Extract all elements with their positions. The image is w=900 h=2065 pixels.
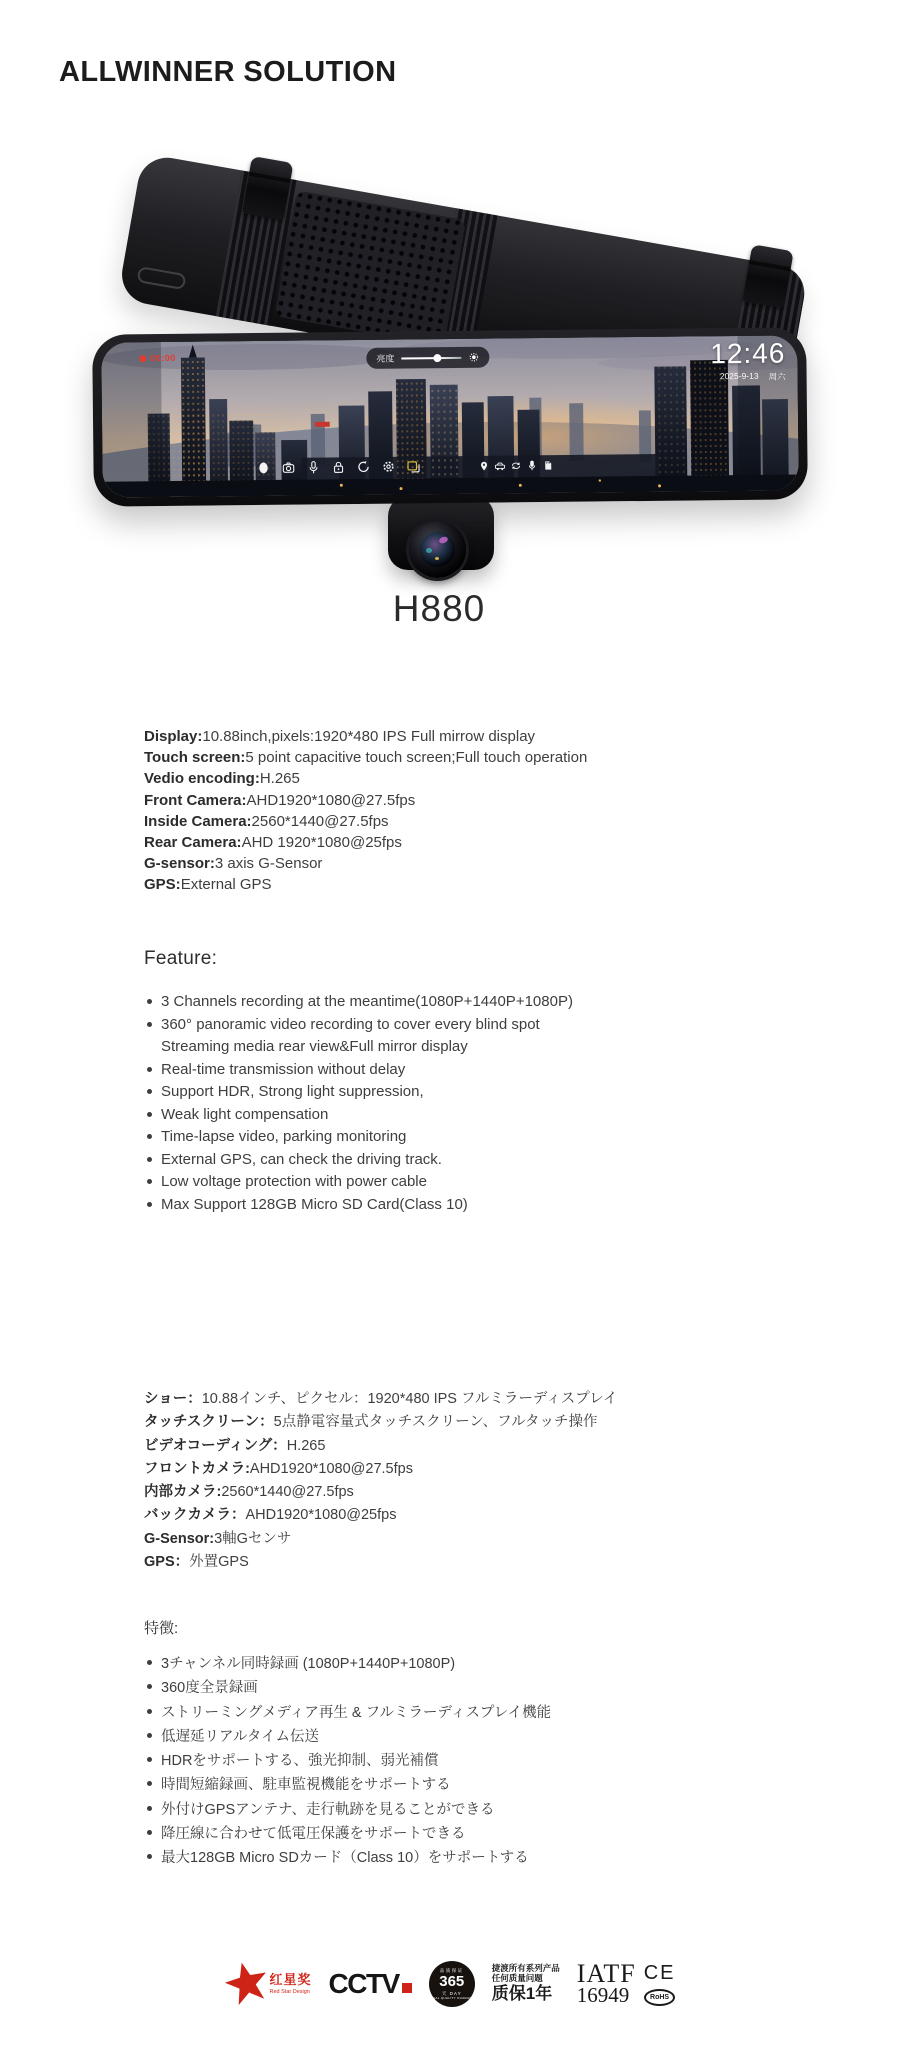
loop-recording-icon — [510, 460, 521, 471]
sun-icon — [468, 352, 479, 363]
spec-value: 2560*1440@27.5fps — [251, 812, 389, 830]
camera-lens — [409, 521, 466, 578]
record-icon[interactable] — [256, 461, 270, 475]
spec-label: Vedio encoding: — [144, 770, 260, 788]
feature-item: 360° panoramic video recording to cover every blind spot — [147, 1014, 573, 1037]
spec-label: GPS: — [144, 876, 181, 894]
spec-value: 10.88インチ、ピクセル：1920*480 IPS フルミラーディスプレイ — [201, 1391, 618, 1407]
spec-label: Inside Camera: — [144, 812, 252, 830]
spec-row — [144, 853, 587, 874]
spec-row — [144, 1504, 617, 1527]
rohs-mark: RoHS — [644, 1989, 675, 2006]
spec-label: Touch screen: — [144, 749, 246, 767]
brightness-track[interactable] — [401, 356, 461, 359]
spec-row — [144, 1458, 617, 1481]
screen-clock — [710, 338, 786, 383]
red-star-icon — [220, 1957, 273, 2010]
spec-label: ショー： — [144, 1391, 202, 1407]
recording-indicator — [139, 353, 176, 363]
rear-camera-car-icon — [494, 460, 505, 471]
feature-list-en — [147, 991, 573, 1216]
warranty-text: 捷渡所有系列产品 任何质量问题 质保1年 — [491, 1963, 560, 2004]
spec-value: H.265 — [286, 1437, 326, 1454]
screen-statusbar — [478, 460, 553, 472]
spec-label: 内部カメラ: — [144, 1484, 222, 1501]
microphone-icon[interactable] — [306, 460, 320, 474]
feature-item: External GPS, can check the driving track. — [147, 1149, 573, 1172]
sd-card-icon — [542, 460, 553, 471]
spec-row — [144, 1528, 617, 1551]
mirror-front-view — [92, 327, 808, 506]
spec-label: ビデオコーディング： — [144, 1437, 287, 1454]
specs-japanese — [144, 1388, 617, 1574]
photo-icon[interactable] — [281, 461, 295, 475]
screen-toolbar — [256, 459, 420, 475]
model-name: H880 — [392, 588, 486, 629]
feature-item: Support HDR, Strong light suppression, — [147, 1081, 573, 1104]
spec-row — [144, 790, 587, 811]
spec-value: External GPS — [180, 876, 272, 894]
lens-glint — [426, 548, 432, 553]
spec-value: 5 point capacitive touch screen;Full touch operation — [245, 749, 588, 767]
feature-item: 降圧線に合わせて低電圧保護をサポートできる — [147, 1822, 551, 1846]
bullet-icon — [147, 1134, 152, 1139]
spec-row — [144, 1551, 617, 1574]
bullet-icon — [147, 1830, 152, 1835]
spec-label: バックカメラ： — [144, 1507, 246, 1524]
feature-heading-jp: 特徴: — [144, 1620, 179, 1637]
feature-item: Time-lapse video, parking monitoring — [147, 1126, 573, 1149]
bullet-icon — [147, 1854, 152, 1859]
spec-row — [144, 1388, 617, 1411]
page-title: ALLWINNER SOLUTION — [59, 56, 397, 88]
bullet-icon — [147, 1757, 152, 1762]
spec-label: GPS： — [144, 1554, 190, 1571]
ce-mark: CE — [643, 1962, 676, 1984]
feature-item: 最大128GB Micro SDカード（Class 10）をサポートする — [147, 1846, 551, 1870]
feature-item: 3チャンネル同時録画 (1080P+1440P+1080P) — [147, 1652, 551, 1676]
spec-row — [144, 874, 587, 895]
settings-gear-icon[interactable] — [381, 460, 395, 474]
recording-timer: 00:00 — [150, 352, 176, 364]
bullet-icon — [147, 1202, 152, 1207]
feature-item: Low voltage protection with power cable — [147, 1171, 573, 1194]
bullet-icon — [147, 999, 152, 1004]
bullet-icon — [147, 1806, 152, 1811]
cctv-logo: CCTV — [329, 1968, 412, 2000]
spec-value: 2560*1440@27.5fps — [221, 1484, 354, 1501]
cctv-red-dot-icon — [402, 1983, 412, 1993]
mirror-screen — [101, 335, 799, 497]
clock-date: 2025-9-13 — [719, 370, 759, 382]
bullet-icon — [147, 1179, 152, 1184]
clock-weekday: 周六 — [768, 371, 786, 382]
certification-footer — [0, 1953, 900, 2015]
spec-value: 10.88inch,pixels:1920*480 IPS Full mirrow display — [202, 728, 536, 745]
gps-pin-icon — [478, 461, 489, 472]
spec-label: Rear Camera: — [144, 834, 242, 852]
spec-label: フロントカメラ: — [144, 1460, 250, 1477]
feature-item: Streaming media rear view&Full mirror display — [161, 1038, 468, 1055]
spec-label: G-Sensor: — [144, 1530, 215, 1547]
spec-label: タッチスクリーン： — [144, 1414, 274, 1431]
rear-camera-unit — [388, 496, 494, 570]
brightness-label: 亮度 — [376, 353, 395, 364]
feature-item: ストリーミングメディア再生 & フルミラーディスプレイ機能 — [147, 1701, 551, 1725]
spec-value: 外置GPS — [189, 1554, 249, 1571]
spec-value: 3軸Gセンサ — [214, 1530, 292, 1547]
spec-row — [144, 726, 587, 747]
spec-row — [144, 832, 587, 853]
specs-english — [144, 726, 587, 896]
spec-label: Front Camera: — [144, 791, 247, 809]
bullet-icon — [147, 1684, 152, 1689]
spec-value: H.265 — [259, 770, 300, 788]
bullet-icon — [147, 1781, 152, 1786]
lock-icon[interactable] — [331, 460, 345, 474]
feature-item: Weak light compensation — [147, 1104, 573, 1127]
brightness-knob[interactable] — [433, 354, 441, 362]
spec-label: G-sensor: — [144, 855, 215, 873]
bullet-icon — [147, 1022, 152, 1027]
clock-time: 12:46 — [710, 337, 786, 370]
red-star-cn: 红星奖 — [269, 1972, 312, 1987]
feature-item: 360度全景録画 — [147, 1676, 551, 1700]
iatf-16949-logo: IATF 16949 — [576, 1959, 636, 2007]
feature-item: HDRをサポートする、強光抑制、弱光補償 — [147, 1749, 551, 1773]
feature-list-jp — [147, 1652, 551, 1871]
feature-item: Real-time transmission without delay — [147, 1059, 573, 1082]
feature-item: 低遅延リアルタイム伝送 — [147, 1725, 551, 1749]
spec-value: 3 axis G-Sensor — [214, 855, 323, 873]
feature-item: Max Support 128GB Micro SD Card(Class 10) — [147, 1194, 573, 1217]
spec-row — [144, 1411, 617, 1434]
spec-row — [144, 747, 587, 768]
brightness-slider[interactable] — [366, 347, 489, 369]
spec-label: Display: — [144, 728, 203, 745]
speaker-grille — [275, 190, 467, 346]
spec-row — [144, 1481, 617, 1504]
bullet-icon — [147, 1067, 152, 1072]
feature-item: 3 Channels recording at the meantime(1080P+1440P+1080P) — [147, 991, 573, 1014]
red-star-en: Red Star Design — [269, 1989, 310, 1995]
feature-item: 外付けGPSアンテナ、走行軌跡を見ることができる — [147, 1798, 551, 1822]
lens-glint — [435, 557, 439, 560]
red-star-award-logo — [225, 1962, 312, 2006]
spec-row — [144, 1435, 617, 1458]
spec-row — [144, 811, 587, 832]
spec-value: AHD 1920*1080@25fps — [241, 834, 402, 852]
spec-row — [144, 768, 587, 789]
feature-item: 時間短縮録画、駐車監視機能をサポートする — [147, 1773, 551, 1797]
mirror-slot — [137, 266, 187, 290]
screen-switch-icon[interactable] — [406, 459, 420, 473]
spec-value: AHD1920*1080@25fps — [245, 1507, 397, 1524]
bullet-icon — [147, 1157, 152, 1162]
bullet-icon — [147, 1733, 152, 1738]
microphone-icon — [526, 460, 537, 471]
playback-icon[interactable] — [356, 460, 370, 474]
bullet-icon — [147, 1660, 152, 1665]
spec-value: AHD1920*1080@27.5fps — [246, 791, 416, 809]
quality-365-badge: 品质保证 365 天 DAY INITIAL QUALITY GUARANTY — [429, 1961, 475, 2007]
spec-value: AHD1920*1080@27.5fps — [249, 1460, 413, 1477]
record-dot-icon — [139, 355, 146, 362]
bullet-icon — [147, 1089, 152, 1094]
bullet-icon — [147, 1112, 152, 1117]
bullet-icon — [147, 1709, 152, 1714]
spec-value: 5点静電容量式タッチスクリーン、フルタッチ操作 — [273, 1414, 598, 1431]
feature-heading-en: Feature: — [144, 948, 218, 969]
